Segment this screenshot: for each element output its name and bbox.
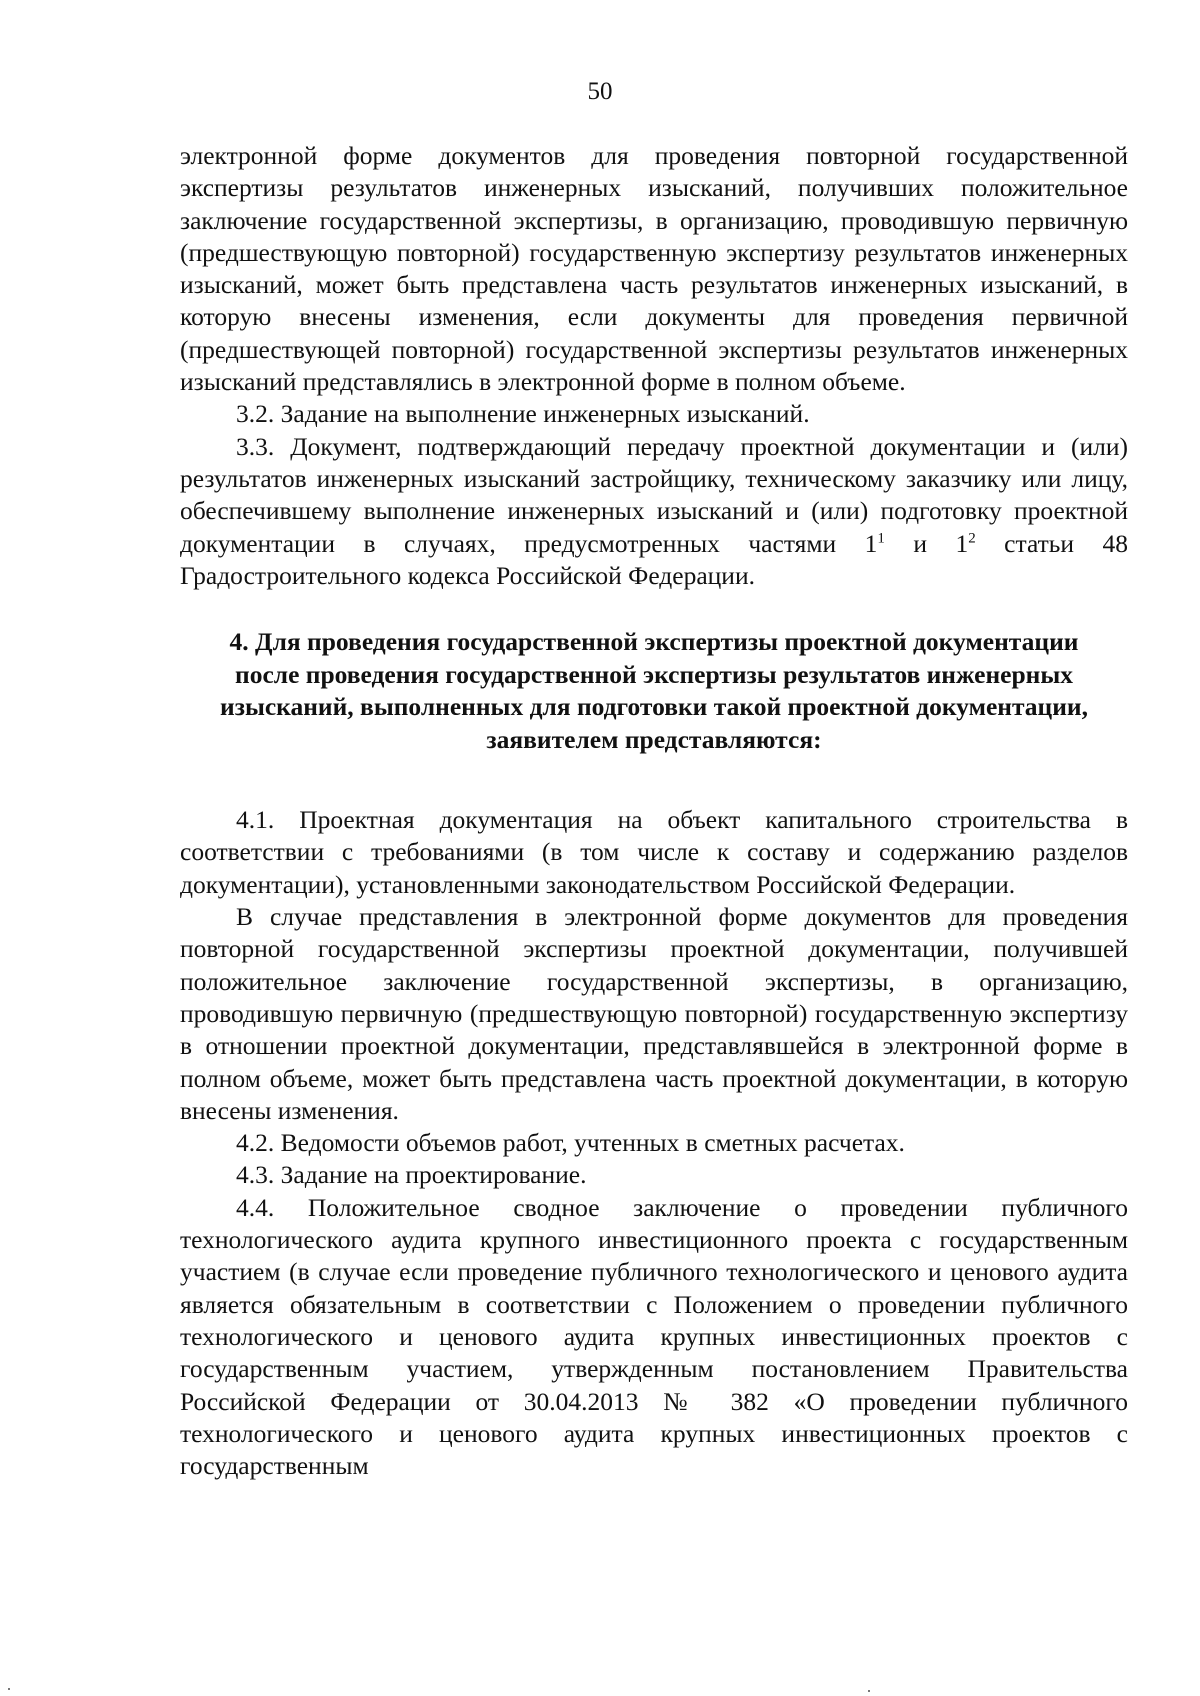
paragraph-3-3-text-part3: статьи 48 Градостроительного кодекса Российской Федерации. bbox=[180, 528, 1128, 590]
paragraph-4-4: 4.4. Положительное сводное заключение о проведении публичного технологического аудита крупного инвестиционного проекта с государственным участием (в случае если проведение публичного технологического и ценового аудита является обязательным в соответствии с Положением о проведении публичного технологического и ценового аудита крупных инвестиционных проектов с государственным участием, утвержденным постановлением Правительства Российской Федерации от 30.04.2013 № 382 «О проведении публичного технологического и ценового аудита крупных инвестиционных проектов с государственным bbox=[180, 1192, 1128, 1481]
page-number: 50 bbox=[587, 78, 613, 105]
paragraph-3-3 bbox=[180, 431, 1128, 592]
section-4-heading: 4. Для проведения государственной экспертизы проектной документации после проведения государственной экспертизы результатов инженерных изысканий, выполненных для подготовки такой проектной документации, заявителем представляются: bbox=[220, 627, 1088, 754]
paragraph-4-1-electronic: В случае представления в электронной форме документов для проведения повторной государственной экспертизы проектной документации, получившей положительное заключение государственной экспертизы, в организацию, проводившую первичную (предшествующую повторной) государственную экспертизу в отношении проектной документации, представлявшейся в электронной форме в полном объеме, может быть представлена часть проектной документации, в которую внесены изменения. bbox=[180, 902, 1128, 1125]
scan-speck bbox=[868, 1690, 870, 1692]
paragraph-3-3-text-part2: и 1 bbox=[884, 528, 969, 558]
superscript-2: 2 bbox=[968, 530, 976, 547]
paragraph-continuation: электронной форме документов для проведения повторной государственной экспертизы результатов инженерных изысканий, получивших положительное заключение государственной экспертизы, в организацию, проводившую первичную (предшествующую повторной) государственную экспертизу результатов инженерных изысканий, может быть представлена часть результатов инженерных изысканий, в которую внесены изменения, если документы для проведения первичной (предшествующей повторной) государственной экспертизы результатов инженерных изысканий представлялись в электронной форме в полном объеме. bbox=[180, 141, 1128, 397]
paragraph-3-2: 3.2. Задание на выполнение инженерных изысканий. bbox=[236, 399, 810, 429]
document-body bbox=[180, 140, 1128, 1482]
paragraph-3-3-text-part1: 3.3. Документ, подтверждающий передачу проектной документации и (или) результатов инженерных изысканий застройщику, техническому заказчику или лицу, обеспечившему выполнение инженерных изысканий и (или) подготовку проектной документации в случаях, предусмотренных частями 1 bbox=[180, 431, 1128, 558]
paragraph-4-1: 4.1. Проектная документация на объект капитального строительства в соответствии с требованиями (в том числе к составу и содержанию разделов документации), установленными законодательством Российской Федерации. bbox=[180, 805, 1128, 899]
paragraph-4-3: 4.3. Задание на проектирование. bbox=[236, 1160, 587, 1190]
superscript-1: 1 bbox=[877, 530, 885, 547]
scan-speck bbox=[8, 1688, 10, 1690]
paragraph-4-2: 4.2. Ведомости объемов работ, учтенных в сметных расчетах. bbox=[236, 1128, 905, 1158]
